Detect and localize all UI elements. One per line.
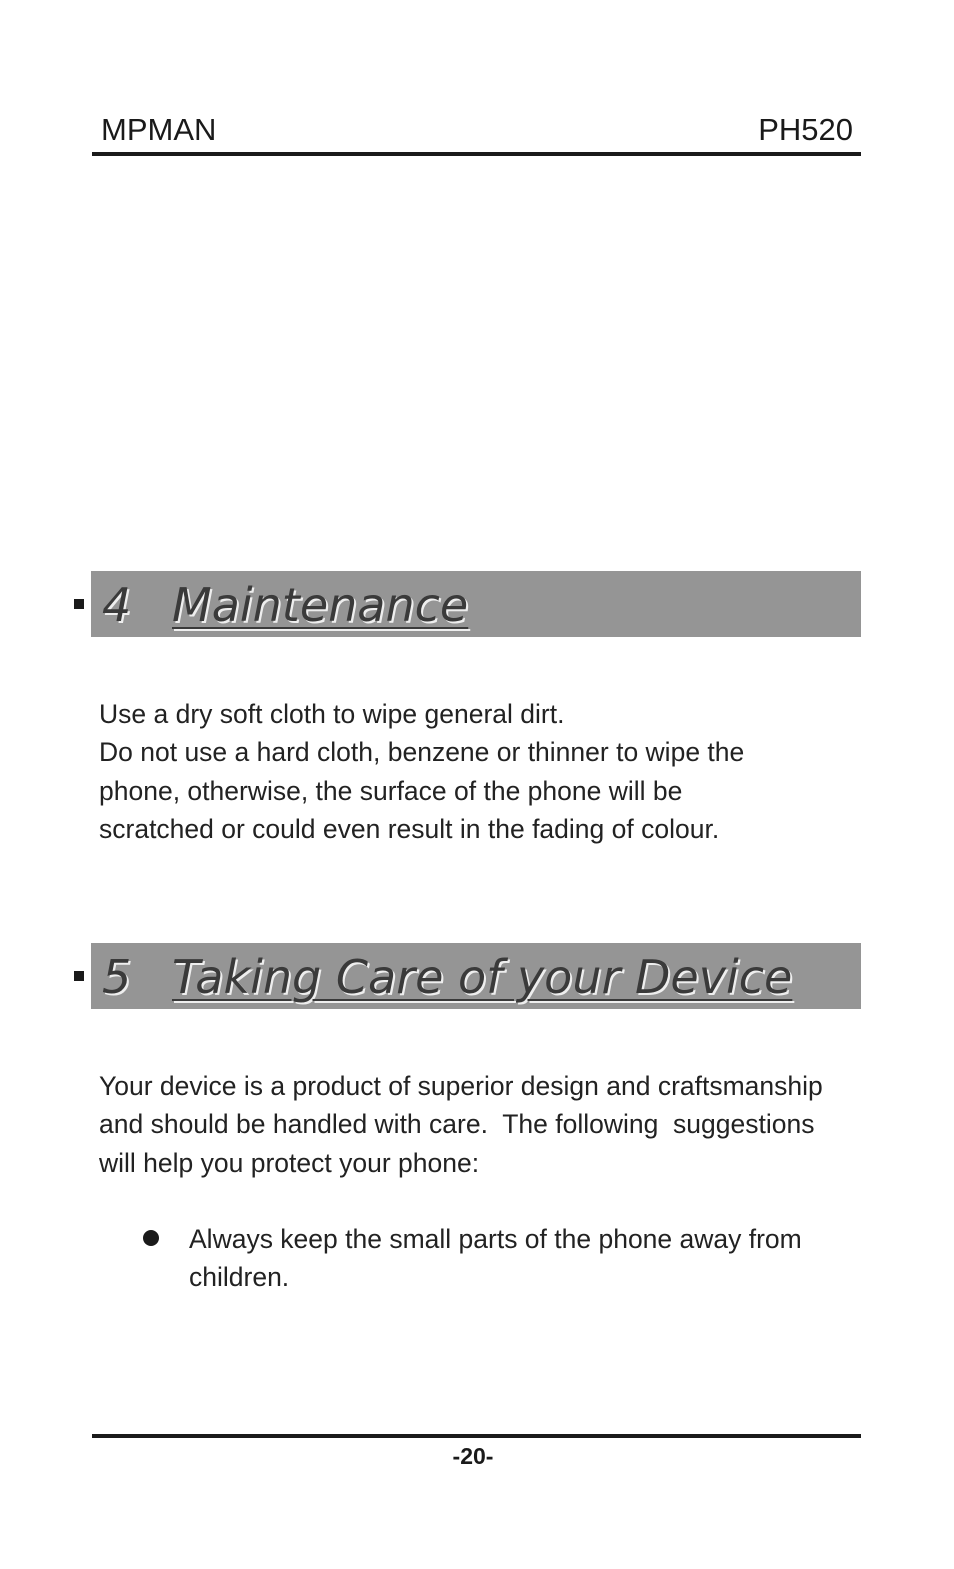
page-number: -20-	[452, 1443, 494, 1469]
page-header	[92, 108, 861, 156]
brand-name: MPMAN	[101, 112, 217, 147]
section-marker	[74, 971, 84, 981]
section-marker	[74, 599, 84, 609]
paragraph-line: scratched or could even result in the fading of colour.	[99, 814, 720, 845]
maintenance-paragraph	[99, 695, 744, 849]
paragraph-line: Do not use a hard cloth, benzene or thinner to wipe the	[99, 737, 745, 768]
section-number: 4	[102, 578, 132, 632]
bullet-item: Always keep the small parts of the phone away from children.	[189, 1224, 802, 1293]
model-name: PH520	[758, 112, 853, 147]
section-number: 5	[102, 950, 132, 1004]
footer-divider	[92, 1434, 861, 1438]
bullet-icon	[143, 1230, 159, 1246]
section-title-taking-care: Taking Care of your Device	[172, 950, 793, 1004]
paragraph-line: will help you protect your phone:	[99, 1147, 480, 1178]
paragraph-line: and should be handled with care. The following suggestions	[99, 1109, 815, 1140]
paragraph-line: Your device is a product of superior design and craftsmanship	[99, 1071, 823, 1101]
care-paragraph	[99, 1067, 823, 1182]
paragraph-line: Use a dry soft cloth to wipe general dirt.	[99, 699, 565, 729]
section-title-maintenance: Maintenance	[172, 578, 469, 632]
paragraph-line: phone, otherwise, the surface of the phone will be	[99, 775, 683, 806]
